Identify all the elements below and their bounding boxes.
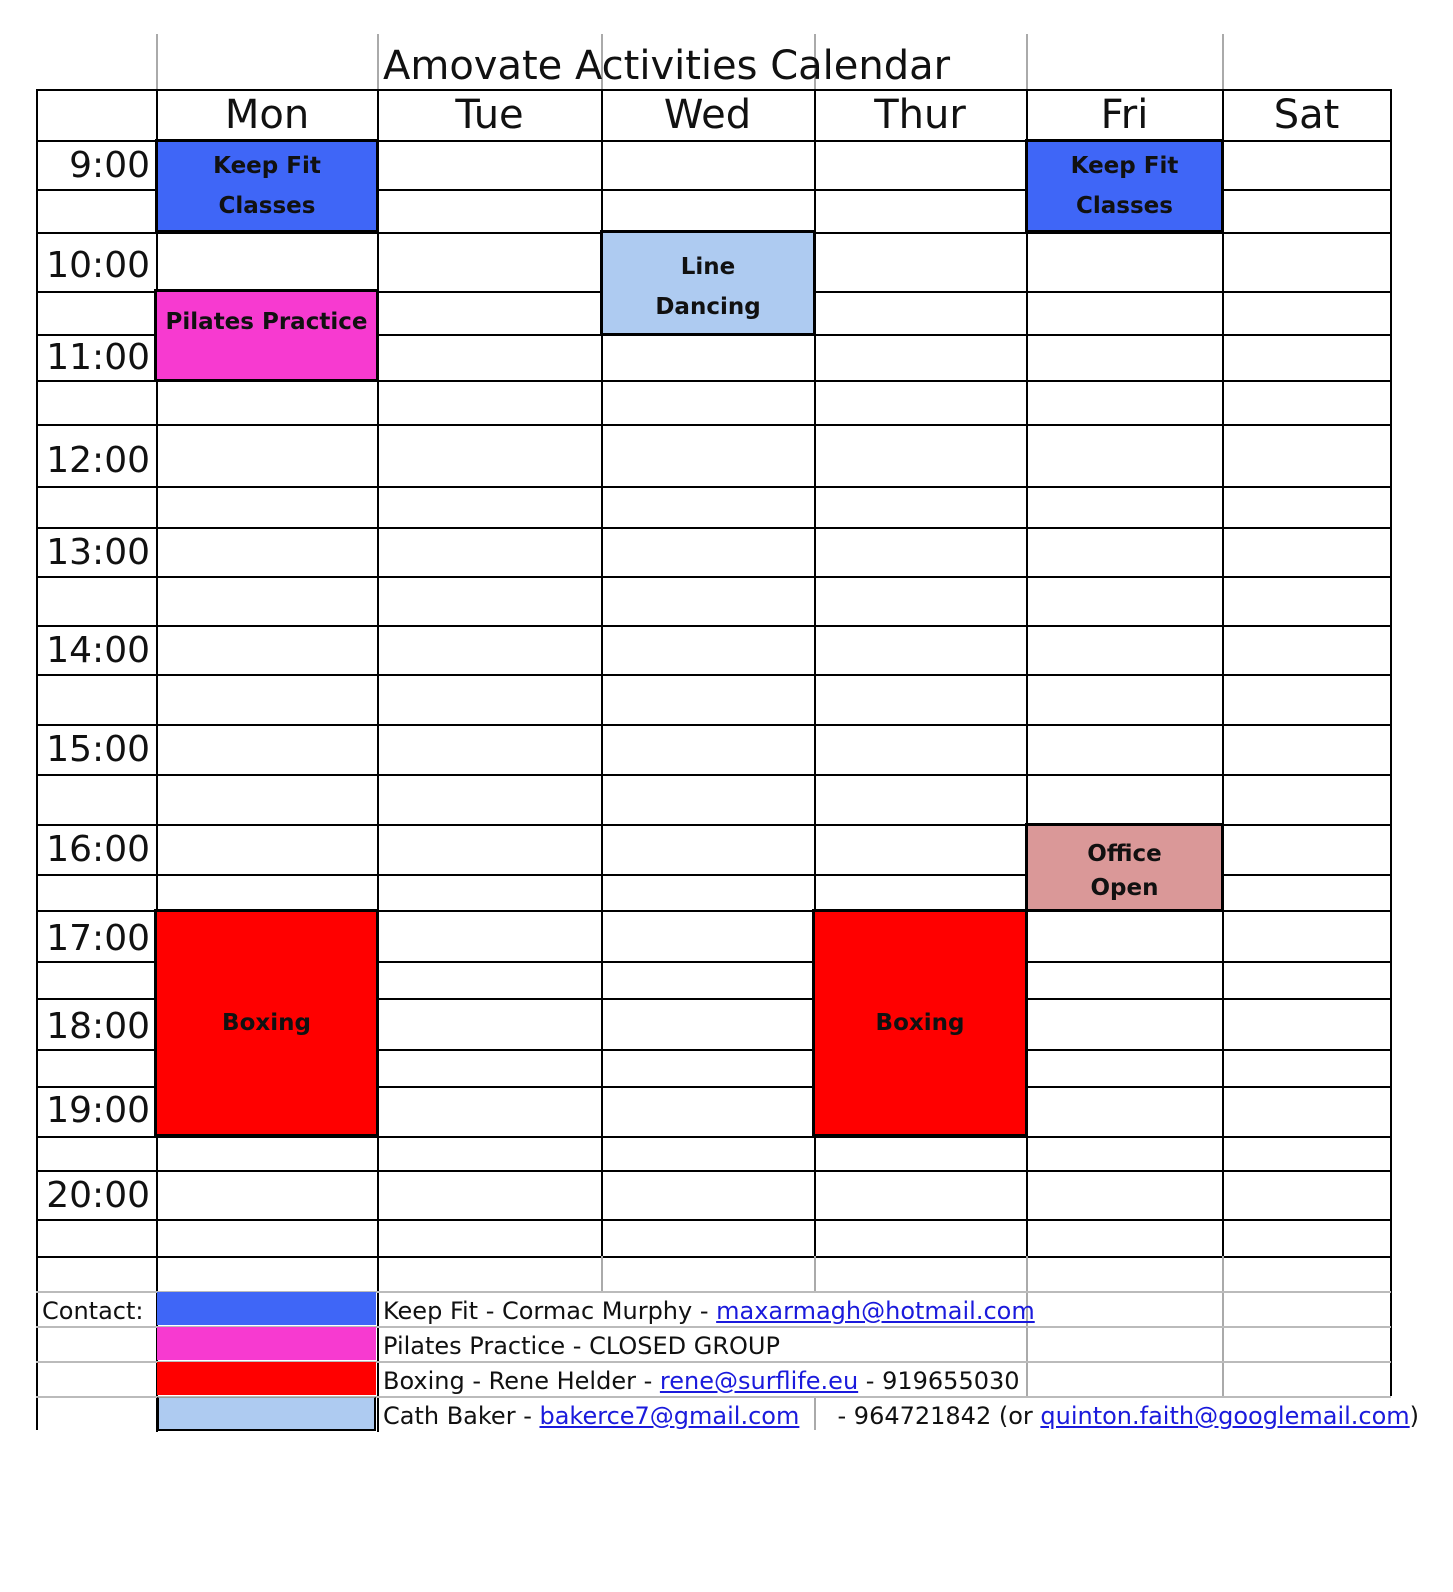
- grid-line: [601, 1256, 603, 1292]
- grid-line: [1026, 34, 1028, 89]
- activity-boxing-thur[interactable]: [812, 909, 1028, 1137]
- legend-row-line-dancing: [383, 1399, 1419, 1433]
- grid-line: [377, 34, 379, 89]
- grid-line: [36, 724, 1391, 726]
- time-label: 11:00: [46, 337, 150, 378]
- grid-line: [156, 34, 158, 89]
- grid-line: [36, 774, 1391, 776]
- time-label: 17:00: [46, 918, 150, 959]
- activity-keep-fit-mon[interactable]: [155, 139, 379, 233]
- day-header-sat: Sat: [1273, 92, 1340, 138]
- activity-label: Keep Fit: [1070, 153, 1179, 179]
- activity-label: Office: [1087, 840, 1162, 867]
- grid-line: [36, 1170, 1391, 1172]
- grid-line: [36, 625, 1391, 627]
- legend-swatch-boxing: [157, 1362, 376, 1395]
- day-header-fri: Fri: [1100, 92, 1149, 138]
- grid-line: [1390, 89, 1392, 1396]
- time-label: 19:00: [46, 1090, 150, 1131]
- activity-label: Boxing: [222, 1010, 311, 1036]
- day-header-wed: Wed: [663, 92, 752, 138]
- legend-text: Pilates Practice - CLOSED GROUP: [383, 1332, 780, 1360]
- legend-swatch-pilates: [157, 1327, 376, 1360]
- time-label: 18:00: [46, 1006, 150, 1047]
- grid-line: [36, 1219, 1391, 1221]
- legend-swatch-keep-fit: [157, 1292, 376, 1325]
- grid-line: [36, 424, 1391, 426]
- email-link[interactable]: quinton.faith@googlemail.com: [1040, 1402, 1410, 1430]
- time-label: 13:00: [46, 532, 150, 573]
- day-header-thur: Thur: [874, 92, 966, 138]
- activity-line-dancing-wed[interactable]: [600, 230, 816, 336]
- email-link[interactable]: maxarmagh@hotmail.com: [716, 1297, 1035, 1325]
- legend-text: Keep Fit - Cormac Murphy -: [383, 1297, 717, 1325]
- day-header-mon: Mon: [224, 92, 310, 138]
- activity-keep-fit-fri[interactable]: [1025, 139, 1224, 233]
- legend-row-keep-fit: [383, 1294, 1035, 1328]
- activity-label: Dancing: [655, 294, 761, 320]
- activity-pilates-practice-mon[interactable]: [154, 289, 379, 382]
- grid-line: [377, 1256, 379, 1432]
- time-label: 20:00: [46, 1175, 150, 1216]
- time-label: 12:00: [46, 440, 150, 481]
- email-link[interactable]: rene@surflife.eu: [659, 1367, 859, 1395]
- time-label: 16:00: [46, 829, 150, 870]
- email-link[interactable]: bakerce7@gmail.com: [539, 1402, 800, 1430]
- time-label: 10:00: [46, 245, 150, 286]
- activity-label: Pilates Practice: [165, 309, 368, 335]
- activity-label: Keep Fit: [213, 153, 321, 179]
- contact-label: Contact:: [42, 1297, 144, 1325]
- legend-row-pilates: [383, 1329, 780, 1363]
- day-header-tue: Tue: [455, 92, 524, 138]
- grid-line: [36, 527, 1391, 529]
- grid-line: [36, 576, 1391, 578]
- activity-label: Open: [1090, 874, 1159, 901]
- grid-line: [36, 1256, 1391, 1258]
- grid-line: [1222, 34, 1224, 89]
- grid-line: [1222, 89, 1224, 1256]
- activity-boxing-mon[interactable]: [154, 909, 379, 1137]
- grid-line: [814, 1256, 816, 1292]
- activity-office-open-fri[interactable]: [1025, 823, 1224, 912]
- activity-label: Classes: [1076, 193, 1173, 219]
- legend-swatch-line-dancing: [157, 1397, 376, 1431]
- legend-text: Cath Baker -: [383, 1402, 540, 1430]
- grid-line: [36, 674, 1391, 676]
- calendar-title: Amovate Activities Calendar: [383, 43, 951, 89]
- legend-text: - 964721842 (or: [799, 1402, 1041, 1430]
- time-label: 15:00: [46, 729, 150, 770]
- activity-label: Classes: [218, 193, 316, 219]
- grid-line: [36, 486, 1391, 488]
- time-label: 14:00: [46, 630, 150, 671]
- legend-text: - 919655030: [858, 1367, 1020, 1395]
- activity-label: Boxing: [875, 1010, 965, 1036]
- activity-label: Line: [680, 254, 736, 280]
- legend-text: ): [1409, 1402, 1420, 1430]
- legend-text: Boxing - Rene Helder -: [383, 1367, 660, 1395]
- legend-row-boxing: [383, 1364, 1020, 1398]
- time-label: 9:00: [69, 145, 150, 186]
